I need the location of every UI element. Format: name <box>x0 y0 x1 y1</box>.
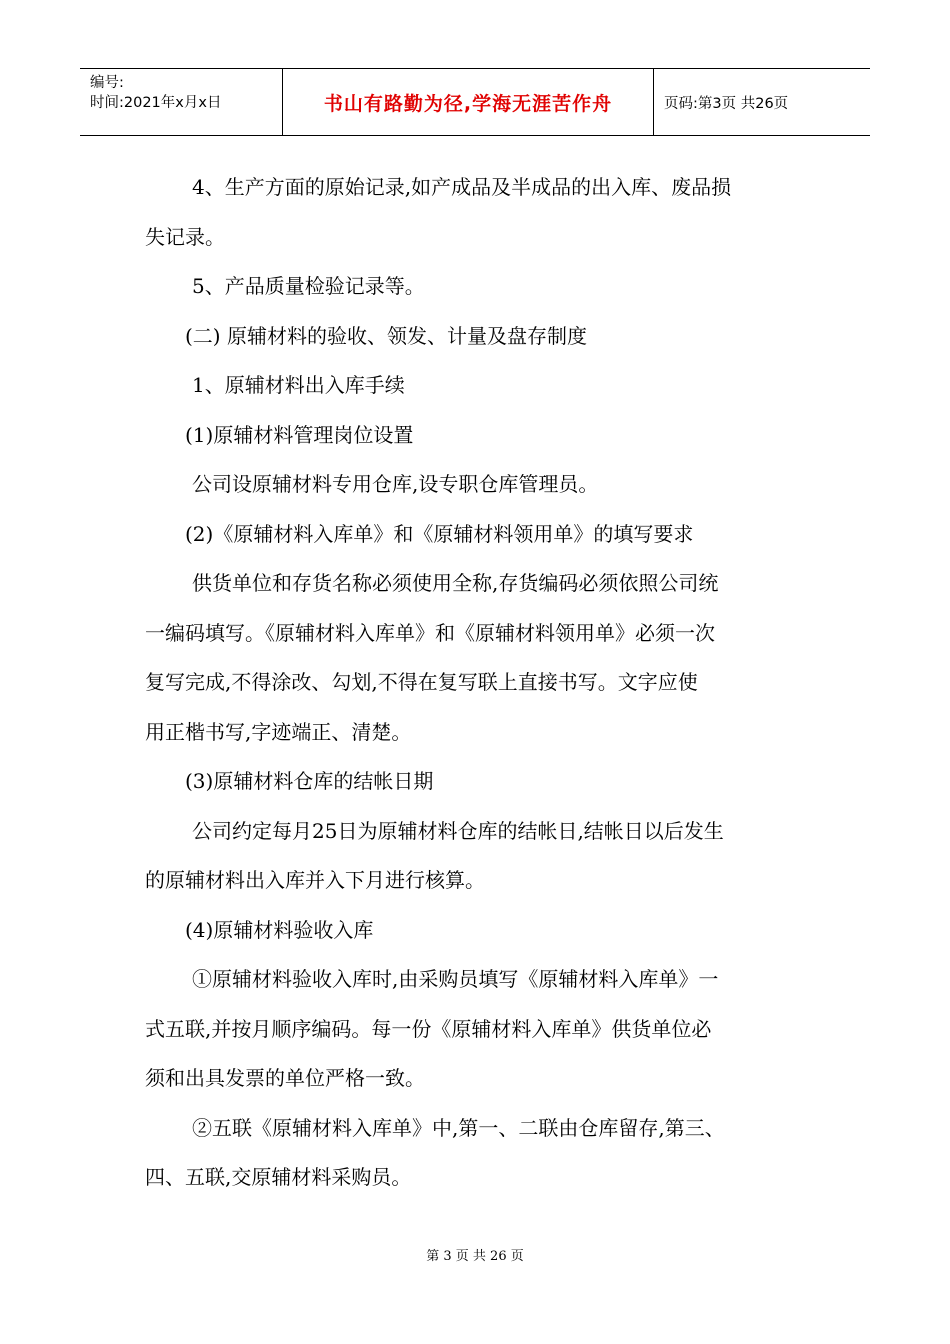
paragraph-line: 式五联,并按月顺序编码。每一份《原辅材料入库单》供货单位必 <box>145 1016 712 1041</box>
paragraph-line: ②五联《原辅材料入库单》中,第一、二联由仓库留存,第三、 <box>192 1115 725 1140</box>
header-motto-cell <box>283 69 654 135</box>
page-footer: 第 3 页 共 26 页 <box>426 1249 524 1264</box>
paragraph-line: (4)原辅材料验收入库 <box>185 917 374 942</box>
header-page-info: 页码:第3页 共26页 <box>664 95 789 112</box>
paragraph-line: 用正楷书写,字迹端正、清楚。 <box>145 719 412 744</box>
document-number-label: 编号: <box>90 75 124 91</box>
paragraph-line: 1、原辅材料出入库手续 <box>192 373 405 397</box>
paragraph-line: 复写完成,不得涂改、勾划,不得在复写联上直接书写。文字应使 <box>145 670 698 694</box>
paragraph-line: (2)《原辅材料入库单》和《原辅材料领用单》的填写要求 <box>185 521 694 546</box>
header-meta-cell <box>80 69 283 135</box>
paragraph-line: 一编码填写。《原辅材料入库单》和《原辅材料领用单》必须一次 <box>145 620 715 645</box>
paragraph-line: 须和出具发票的单位严格一致。 <box>145 1066 425 1090</box>
paragraph-line: 公司约定每月25日为原辅材料仓库的结帐日,结帐日以后发生 <box>192 818 724 843</box>
document-body <box>145 163 810 1203</box>
paragraph-line: 的原辅材料出入库并入下月进行核算。 <box>145 868 485 892</box>
paragraph-line: (3)原辅材料仓库的结帐日期 <box>185 769 434 793</box>
paragraph-line: (二) 原辅材料的验收、领发、计量及盘存制度 <box>185 323 587 348</box>
paragraph-line: 四、五联,交原辅材料采购员。 <box>145 1165 412 1189</box>
paragraph-line: 供货单位和存货名称必须使用全称,存货编码必须依照公司统 <box>192 571 719 595</box>
paragraph-line: ①原辅材料验收入库时,由采购员填写《原辅材料入库单》一 <box>192 967 719 991</box>
paragraph-line: 失记录。 <box>145 224 225 249</box>
paragraph-line: 公司设原辅材料专用仓库,设专职仓库管理员。 <box>192 472 599 496</box>
paragraph-line: (1)原辅材料管理岗位设置 <box>185 422 414 447</box>
paragraph-line: 5、产品质量检验记录等。 <box>192 274 425 298</box>
header-page-cell <box>654 69 870 135</box>
header-motto: 书山有路勤为径,学海无涯苦作舟 <box>323 92 613 115</box>
header-table <box>80 68 870 136</box>
paragraph-line: 4、生产方面的原始记录,如产成品及半成品的出入库、废品损 <box>192 175 732 199</box>
document-time-label: 时间:2021年x月x日 <box>90 95 222 111</box>
